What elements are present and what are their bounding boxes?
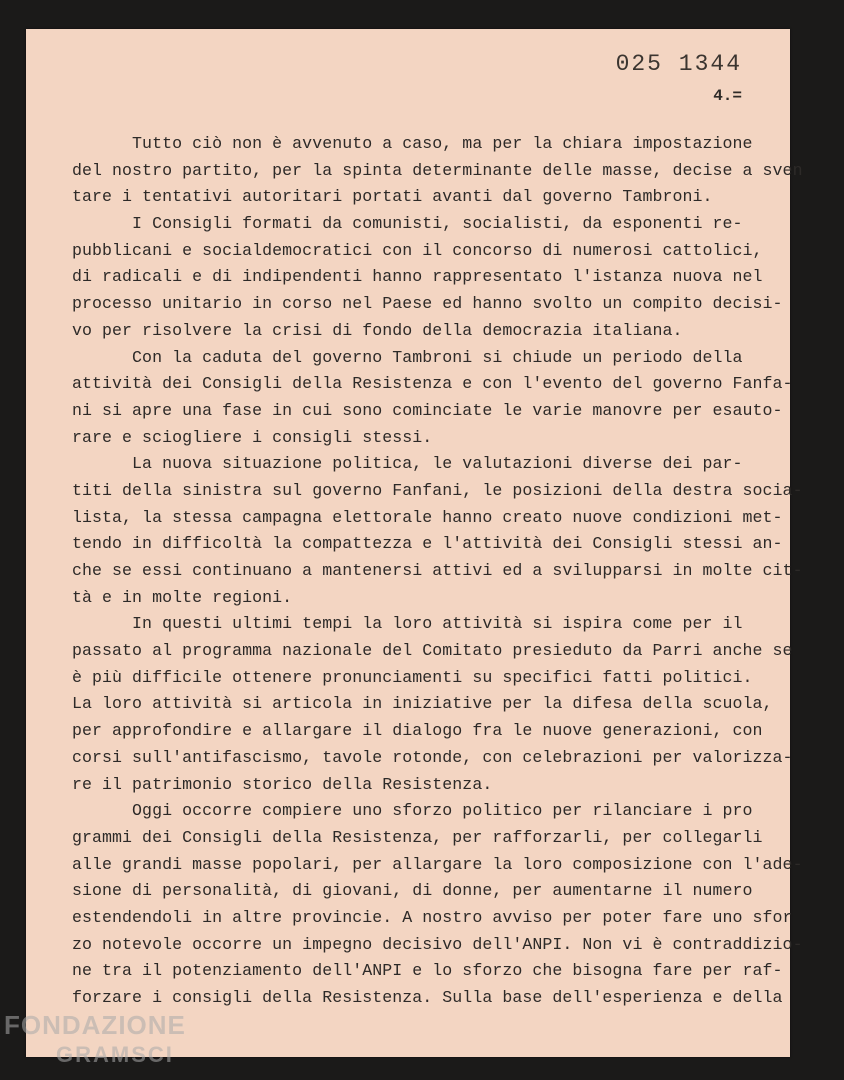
text-line: estendendoli in altre provincie. A nostro avviso per poter fare uno sfor <box>72 907 793 927</box>
text-line: per approfondire e allargare il dialogo fra le nuove generazioni, con <box>72 721 763 741</box>
text-line: è più difficile ottenere pronunciamenti su specifici fatti politici. <box>72 667 753 687</box>
text-line: re il patrimonio storico della Resistenza. <box>72 774 493 794</box>
document-page <box>26 29 803 1057</box>
text-line: tare i tentativi autoritari portati avanti dal governo Tambroni. <box>72 187 713 207</box>
watermark-line-2: GRAMSCI <box>56 1042 174 1067</box>
text-line: processo unitario in corso nel Paese ed hanno svolto un compito decisi- <box>72 294 783 314</box>
text-line: I Consigli formati da comunisti, socialisti, da esponenti re- <box>72 214 743 234</box>
text-line: grammi dei Consigli della Resistenza, per rafforzarli, per collegarli <box>72 827 763 847</box>
text-line: titi della sinistra sul governo Fanfani, le posizioni della destra socia- <box>72 480 803 500</box>
text-line: di radicali e di indipendenti hanno rappresentato l'istanza nuova nel <box>72 267 763 287</box>
text-line: Con la caduta del governo Tambroni si chiude un periodo della <box>72 347 743 367</box>
text-line: sione di personalità, di giovani, di donne, per aumentarne il numero <box>72 881 753 901</box>
text-line: vo per risolvere la crisi di fondo della democrazia italiana. <box>72 320 683 340</box>
text-line: La loro attività si articola in iniziative per la difesa della scuola, <box>72 694 773 714</box>
typewritten-body <box>72 131 803 1012</box>
text-line: zo notevole occorre un impegno decisivo dell'ANPI. Non vi è contraddizio- <box>72 934 803 954</box>
text-line: ne tra il potenziamento dell'ANPI e lo sforzo che bisogna fare per raf- <box>72 961 783 981</box>
text-line: La nuova situazione politica, le valutazioni diverse dei par- <box>72 454 743 474</box>
text-line: attività dei Consigli della Resistenza e con l'evento del governo Fanfa- <box>72 374 793 394</box>
text-line: In questi ultimi tempi la loro attività si ispira come per il <box>72 614 743 634</box>
text-line: tà e in molte regioni. <box>72 587 293 607</box>
text-line: Oggi occorre compiere uno sforzo politico per rilanciare i pro <box>72 801 753 821</box>
text-line: che se essi continuano a mantenersi attivi ed a svilupparsi in molte cit- <box>72 561 803 580</box>
text-line: passato al programma nazionale del Comitato presieduto da Parri anche se <box>72 641 793 661</box>
document-number: 025 1344 <box>615 51 742 77</box>
text-line: corsi sull'antifascismo, tavole rotonde, con celebrazioni per valorizza- <box>72 747 793 767</box>
text-line: rare e sciogliere i consigli stessi. <box>72 427 433 447</box>
watermark-logo <box>4 1010 186 1070</box>
text-line: del nostro partito, per la spinta determinante delle masse, decise a sven <box>72 160 803 180</box>
text-line: Tutto ciò non è avvenuto a caso, ma per la chiara impostazione <box>72 134 753 153</box>
text-line: pubblicani e socialdemocratici con il concorso di numerosi cattolici, <box>72 240 763 260</box>
page-number: 4.= <box>713 87 742 105</box>
text-line: ni si apre una fase in cui sono cominciate le varie manovre per esauto- <box>72 400 783 420</box>
text-line: tendo in difficoltà la compattezza e l'attività dei Consigli stessi an- <box>72 534 783 554</box>
text-line: lista, la stessa campagna elettorale hanno creato nuove condizioni met- <box>72 507 783 527</box>
text-line: forzare i consigli della Resistenza. Sulla base dell'esperienza e della <box>72 988 783 1007</box>
text-line: alle grandi masse popolari, per allargare la loro composizione con l'ade- <box>72 854 803 874</box>
watermark-line-1: FONDAZIONE <box>4 1010 186 1040</box>
